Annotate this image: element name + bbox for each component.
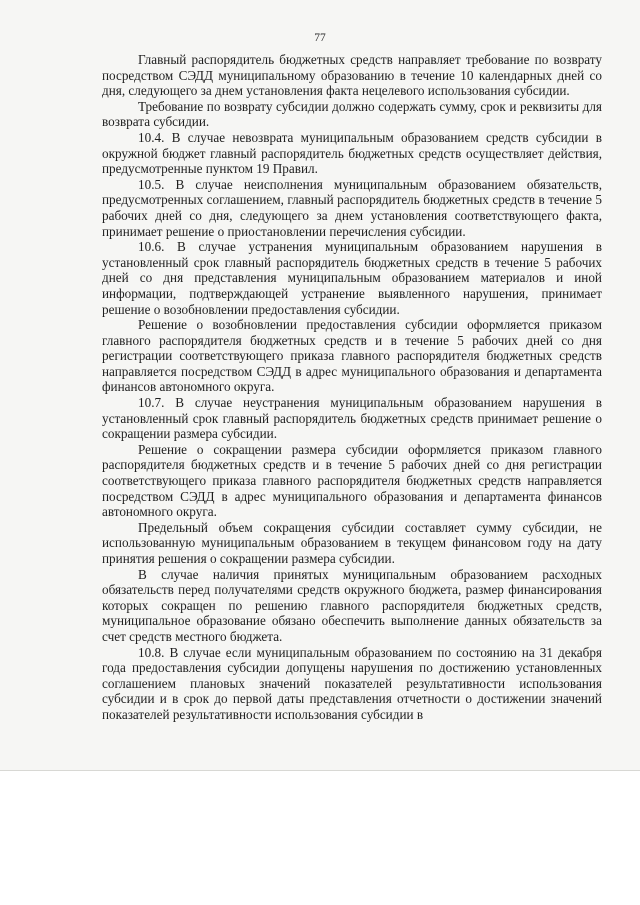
paragraph-return-demand: Главный распорядитель бюджетных средств направляет требование по возврату посредством СЭДД муниципальному образованию в течение 10 календарных дней со дня, следующего за днем установления факта нецелевого использования субсидии. (102, 52, 602, 99)
paragraph-10-5: 10.5. В случае неисполнения муниципальным образованием обязательств, предусмотренных соглашением, главный распорядитель бюджетных средств в течение 5 рабочих дней со дня, следующего за днем установления соответствующего факта, принимает решение о приостановлении перечисления субсидии. (102, 176, 602, 239)
paragraph-reduction-limit: Предельный объем сокращения субсидии составляет сумму субсидии, не использованную муниципальным образованием в текущем финансовом году на дату принятия решения о сокращении размера субсидии. (102, 519, 602, 566)
paragraph-local-obligations: В случае наличия принятых муниципальным образованием расходных обязательств перед получателями средств окружного бюджета, размер финансирования которых сокращен по решению главного распорядителя бюджетных средств, муниципальное образование обязано обеспечить выполнение данных обязательств за счет средств местного бюджета. (102, 566, 602, 644)
paragraph-10-6: 10.6. В случае устранения муниципальным образованием нарушения в установленный срок главный распорядитель бюджетных средств в течение 5 рабочих дней со дня представления муниципальным образованием материалов и иной информации, подтверждающей устранение выявленного нарушения, принимает решение о возобновлении предоставления субсидии. (102, 239, 602, 317)
page-edge-divider (0, 770, 640, 771)
paragraph-reduction-decision: Решение о сокращении размера субсидии оформляется приказом главного распорядителя бюджетных средств и в течение 5 рабочих дней со дня регистрации соответствующего приказа главного распорядителя бюджетных средств направляется посредством СЭДД в адрес муниципального образования и департамента финансов автономного округа. (102, 441, 602, 520)
document-body (102, 52, 602, 723)
paragraph-10-8: 10.8. В случае если муниципальным образованием по состоянию на 31 декабря года предоставления субсидии допущены нарушения по достижению установленных соглашением плановых значений показателей результативности использования субсидии и в срок до первой даты представления отчетности о достижении значений показателей результативности использования субсидии в (102, 644, 602, 722)
paragraph-10-4: 10.4. В случае невозврата муниципальным образованием средств субсидии в окружной бюджет главный распорядитель бюджетных средств осуществляет действия, предусмотренные пунктом 19 Правил. (102, 129, 602, 177)
page-number: 77 (314, 32, 326, 44)
paragraph-resumption-decision: Решение о возобновлении предоставления субсидии оформляется приказом главного распорядителя бюджетных средств и в течение 5 рабочих дней со дня регистрации соответствующего приказа главного распорядителя бюджетных средств направляется посредством СЭДД в адрес муниципального образования и департамента финансов автономного округа. (102, 317, 602, 395)
paragraph-10-7: 10.7. В случае неустранения муниципальным образованием нарушения в установленный срок главный распорядитель бюджетных средств принимает решение о сокращении размера субсидии. (102, 395, 602, 442)
paragraph-demand-contents: Требование по возврату субсидии должно содержать сумму, срок и реквизиты для возврата субсидии. (102, 98, 602, 130)
